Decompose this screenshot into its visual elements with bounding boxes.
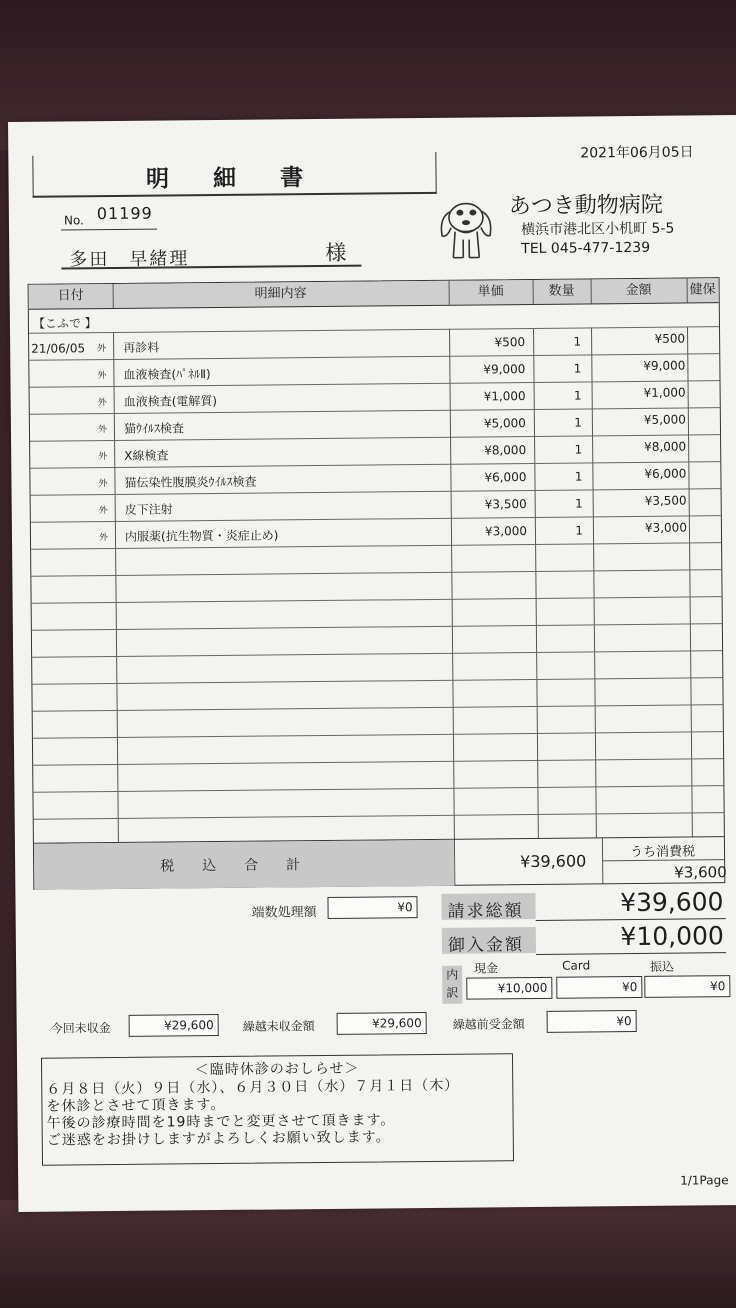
row-type: 外 (97, 425, 108, 436)
row-type: 外 (98, 506, 108, 517)
row-item: 血液検査(電解質) (123, 394, 218, 409)
header-price: 単価 (477, 284, 504, 300)
total-label: 税込合計 (160, 856, 329, 875)
dog-logo-icon (433, 195, 504, 266)
card-label: Card (562, 958, 591, 973)
row-amount: ¥1,000 (643, 385, 686, 400)
number-label: No. (63, 213, 84, 228)
row-qty: 1 (574, 415, 582, 430)
row-item: 皮下注射 (124, 502, 173, 517)
carry-prepaid-label: 繰越前受金額 (452, 1017, 525, 1032)
invoice-paper (8, 115, 736, 1212)
carry-unpaid-value: ¥29,600 (337, 1012, 427, 1035)
clinic-tel: TEL 045-477-1239 (521, 239, 651, 258)
row-price: ¥6,000 (484, 470, 527, 485)
rounding-label: 端数処理額 (251, 905, 317, 921)
transfer-label: 振込 (650, 959, 675, 974)
total-amount: ¥39,600 (520, 851, 587, 872)
unpaid-value: ¥29,600 (129, 1014, 219, 1037)
tax-amount: ¥3,600 (674, 863, 727, 882)
row-item: 猫伝染性腹膜炎ｳｲﾙｽ検査 (124, 474, 257, 490)
background-bottom (0, 1200, 736, 1308)
grand-total-value: ¥39,600 (619, 887, 724, 918)
breakdown-label: 内訳 (446, 967, 459, 1000)
customer-honorific: 様 (325, 240, 347, 265)
notice-line: 午後の診療時間を19時までと変更させて頂きます。 (46, 1112, 396, 1132)
row-qty: 1 (574, 442, 583, 457)
notice-box (41, 1053, 514, 1166)
row-qty: 1 (573, 334, 582, 349)
row-price: ¥500 (494, 335, 526, 350)
row-date: 21/06/05 (31, 341, 86, 356)
header-insurance: 健保 (689, 282, 716, 298)
carry-unpaid-label: 繰越未収金額 (242, 1019, 315, 1034)
patient-category: 【こふで 】 (32, 316, 97, 331)
row-qty: 1 (574, 496, 583, 511)
unpaid-label: 今回未収金 (50, 1021, 111, 1036)
row-type: 外 (98, 452, 108, 463)
row-price: ¥3,500 (484, 497, 527, 512)
table-header (29, 278, 719, 310)
row-type: 外 (97, 344, 107, 355)
row-item: 血液検査(ﾊﾟﾈﾙⅡ) (123, 367, 211, 382)
row-amount: ¥9,000 (643, 358, 686, 373)
cash-value: ¥10,000 (466, 977, 552, 1000)
row-type: 外 (97, 398, 107, 409)
header-amount: 金額 (625, 282, 652, 299)
grand-total-label: 請求総額 (447, 901, 524, 922)
row-type: 外 (97, 371, 107, 382)
row-qty: 1 (575, 523, 584, 538)
row-price: ¥9,000 (483, 362, 526, 377)
row-amount: ¥3,000 (644, 520, 687, 535)
header-item: 明細内容 (254, 286, 307, 302)
row-qty: 1 (573, 388, 582, 403)
clinic-address: 横浜市港北区小机町 5-5 (520, 220, 675, 239)
tax-label: うち消費税 (629, 844, 696, 861)
row-item: 猫ｳｲﾙｽ検査 (123, 421, 185, 436)
document-date: 2021年06月05日 (580, 144, 694, 162)
transfer-value: ¥0 (644, 975, 730, 998)
paid-value: ¥10,000 (620, 921, 724, 952)
row-amount: ¥5,000 (643, 412, 686, 427)
clinic-name: あつき動物病院 (508, 192, 663, 220)
number-underline (61, 229, 157, 231)
document-title: 明 細 書 (145, 164, 322, 193)
row-qty: 1 (574, 469, 583, 484)
notice-line: ご迷惑をお掛けしますがよろしくお願い致します。 (46, 1129, 391, 1149)
header-qty: 数量 (548, 283, 575, 299)
row-amount: ¥6,000 (644, 466, 687, 481)
page-number: 1/1Page (680, 1173, 729, 1188)
row-type: 外 (98, 533, 109, 544)
row-item: X線検査 (124, 448, 169, 463)
row-amount: ¥500 (654, 331, 686, 346)
paid-label: 御入金額 (447, 935, 525, 956)
row-type: 外 (98, 479, 108, 490)
customer-name: 多田 早緒理 (69, 248, 190, 271)
notice-line: ６月８日（火）９日（水）、６月３０日（水）７月１日（木） (46, 1077, 460, 1098)
header-date: 日付 (57, 288, 84, 304)
row-price: ¥3,000 (484, 524, 528, 539)
row-price: ¥8,000 (484, 443, 527, 458)
total-row (34, 836, 727, 890)
row-price: ¥1,000 (483, 389, 526, 404)
rounding-value: ¥0 (327, 896, 417, 919)
card-value: ¥0 (556, 976, 642, 999)
carry-prepaid-value: ¥0 (547, 1010, 637, 1033)
row-item: 再診料 (123, 340, 160, 355)
row-qty: 1 (573, 361, 582, 376)
notice-line: を休診とさせて頂きます。 (46, 1096, 226, 1115)
document-number: 01199 (96, 203, 153, 224)
detail-table (28, 277, 726, 890)
row-price: ¥5,000 (483, 416, 526, 431)
row-amount: ¥3,500 (644, 493, 687, 508)
row-amount: ¥8,000 (644, 439, 687, 454)
notice-title: ＜臨時休診のおしらせ＞ (194, 1060, 360, 1079)
cash-label: 現金 (474, 961, 499, 976)
row-item: 内服薬(抗生物質・炎症止め) (124, 528, 279, 544)
